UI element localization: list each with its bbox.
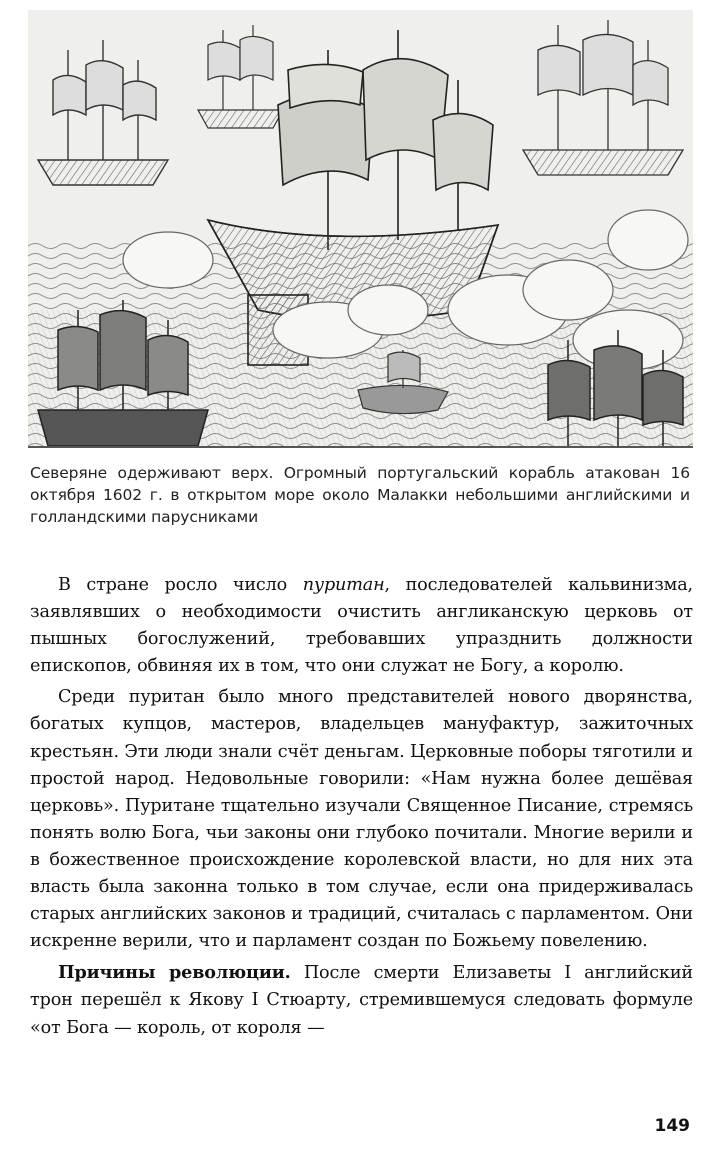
paragraph-rest: , последователей кальвинизма, заявлявших о необходимости очистить англиканскую церковь от пышных богослужений, требовавших упразднить должности епископов, обвиняя их в том, что они служат не Богу, а королю. [30,575,694,677]
paragraph-puritans [30,572,693,680]
naval-battle-illustration [28,10,693,448]
illustration-caption: Северяне одерживают верх. Огромный португальский корабль атакован 16 октября 1602 г. в открытом море около Малакки небольшими английскими и голландскими парусниками [30,464,690,526]
paragraph-revolution-causes [30,959,693,1041]
term-puritans: пуритан [302,575,385,595]
main-text [30,572,693,1046]
paragraph-start: В стране росло число [58,575,303,595]
paragraph-puritan-society: Среди пуритан было много представителей нового дворянства, богатых купцов, мастеров, владельцев мануфактур, зажиточных крестьян. Эти люди знали счёт деньгам. Церковные поборы тяготили и простой народ. Недовольные говорили: «Нам нужна более дешёвая церковь». Пуритане тщательно изучали Священное Писание, стремясь понять волю Бога, чьи законы они глубоко почитали. Многие верили и в божественное происхождение королевской власти, но для них эта власть была законна только в том случае, если она придерживалась старых английских законов и традиций, считалась с парламентом. Они искренне верили, что и парламент создан по Божьему повелению. [30,687,693,952]
page-number: 149 [654,1116,690,1136]
section-heading: Причины революции. [58,962,291,984]
paragraph-rest: После смерти Елизаветы I английский трон перешёл к Якову I Стюарту, стремившемуся следовать формуле «от Бога — король, от короля — [30,963,693,1038]
